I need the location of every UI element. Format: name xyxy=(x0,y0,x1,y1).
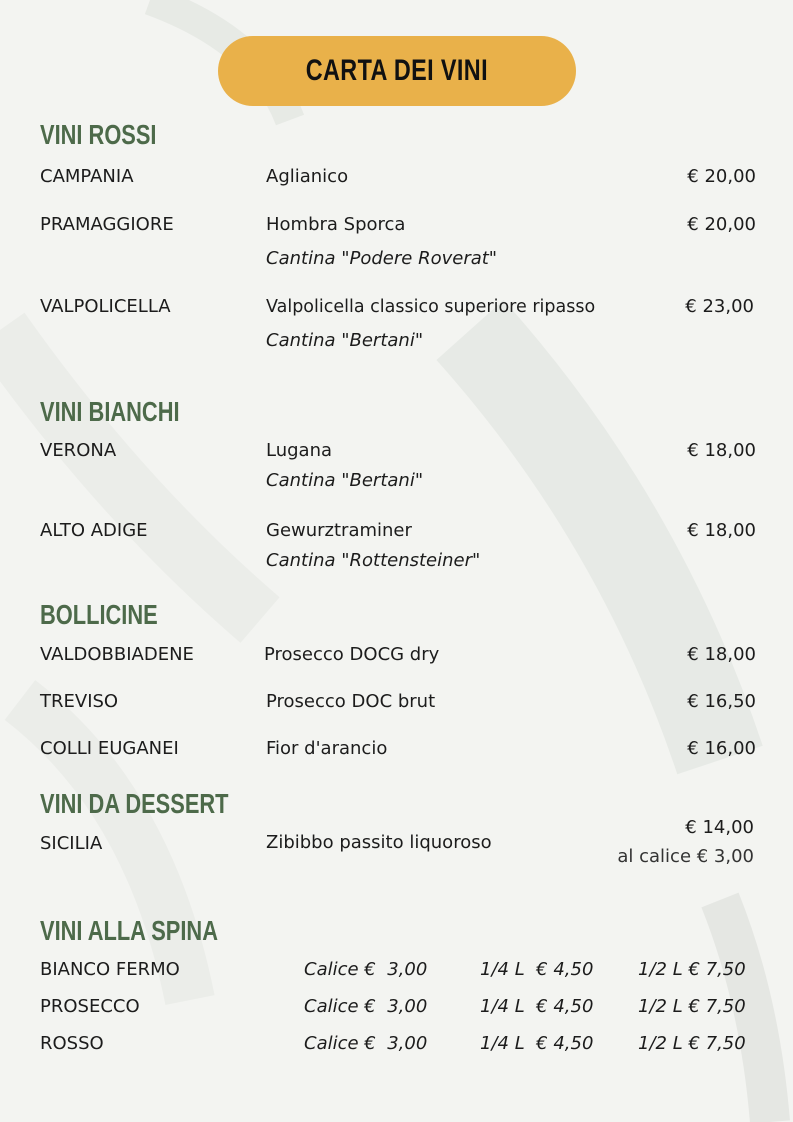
region: SICILIA xyxy=(40,833,103,854)
draft-name: PROSECCO xyxy=(40,996,140,1017)
price: € 16,00 xyxy=(687,738,756,759)
region: ALTO ADIGE xyxy=(40,520,148,541)
price: € 20,00 xyxy=(687,214,756,235)
region: PRAMAGGIORE xyxy=(40,214,174,235)
price: € 20,00 xyxy=(687,166,756,187)
draft-name: BIANCO FERMO xyxy=(40,959,180,980)
title-banner xyxy=(218,36,576,106)
price: € 14,00 xyxy=(685,817,754,838)
wine: Gewurztraminer xyxy=(266,520,412,541)
calice-price: Calice € 3,00 xyxy=(304,996,428,1017)
calice-price: Calice € 3,00 xyxy=(304,1033,428,1054)
wine: Zibibbo passito liquoroso xyxy=(266,832,492,853)
cantina: Cantina "Bertani" xyxy=(266,470,424,491)
region: TREVISO xyxy=(40,691,119,712)
draft-name: ROSSO xyxy=(40,1033,104,1054)
page-title: CARTA DEI VINI xyxy=(305,54,489,87)
section-heading-bianchi: VINI BIANCHI xyxy=(40,396,180,427)
wine: Fior d'arancio xyxy=(266,738,388,759)
half-liter-price: 1/2 L € 7,50 xyxy=(638,959,746,980)
wine: Hombra Sporca xyxy=(266,214,406,235)
cantina: Cantina "Bertani" xyxy=(266,330,424,351)
region: VERONA xyxy=(40,440,117,461)
price: € 18,00 xyxy=(687,520,756,541)
wine: Prosecco DOCG dry xyxy=(264,644,440,665)
half-liter-price: 1/2 L € 7,50 xyxy=(638,1033,746,1054)
wine: Valpolicella classico superiore ripasso xyxy=(266,297,596,317)
cantina: Cantina "Podere Roverat" xyxy=(266,248,498,269)
region: CAMPANIA xyxy=(40,166,134,187)
quarter-liter-price: 1/4 L € 4,50 xyxy=(480,1033,594,1054)
price: € 23,00 xyxy=(685,296,754,317)
wine: Lugana xyxy=(266,440,333,461)
cantina: Cantina "Rottensteiner" xyxy=(266,550,481,571)
price: € 18,00 xyxy=(687,644,756,665)
section-heading-rossi: VINI ROSSI xyxy=(40,119,157,150)
region: VALPOLICELLA xyxy=(40,296,171,317)
wine: Aglianico xyxy=(266,166,349,187)
price: € 18,00 xyxy=(687,440,756,461)
glass-price: al calice € 3,00 xyxy=(617,846,754,867)
calice-price: Calice € 3,00 xyxy=(304,959,428,980)
half-liter-price: 1/2 L € 7,50 xyxy=(638,996,746,1017)
section-heading-dessert: VINI DA DESSERT xyxy=(40,788,229,819)
region: VALDOBBIADENE xyxy=(40,644,194,665)
wine: Prosecco DOC brut xyxy=(266,691,436,712)
region: COLLI EUGANEI xyxy=(40,738,179,759)
price: € 16,50 xyxy=(687,691,756,712)
quarter-liter-price: 1/4 L € 4,50 xyxy=(480,959,594,980)
section-heading-bollicine: BOLLICINE xyxy=(40,599,158,630)
quarter-liter-price: 1/4 L € 4,50 xyxy=(480,996,594,1017)
section-heading-spina: VINI ALLA SPINA xyxy=(40,915,218,946)
